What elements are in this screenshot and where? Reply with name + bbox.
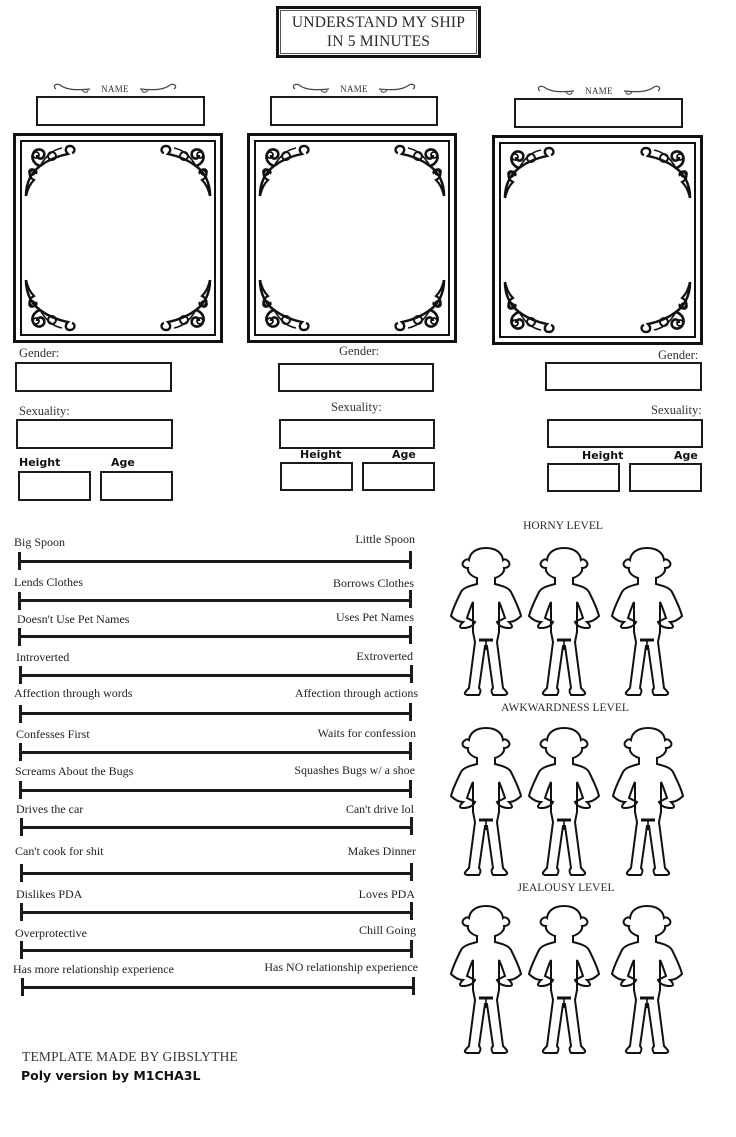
- ornament-corner-icon: [256, 276, 314, 334]
- sexuality-label: Sexuality:: [331, 400, 382, 414]
- ornament-corner-icon: [501, 144, 559, 202]
- sexuality-input[interactable]: [279, 419, 435, 449]
- person-outline-icon[interactable]: [609, 726, 687, 876]
- name-flourish-3: [534, 84, 664, 98]
- person-outline-icon[interactable]: [525, 726, 603, 876]
- name-input[interactable]: [36, 96, 205, 126]
- scale-right-label: Uses Pet Names: [336, 610, 414, 624]
- sexuality-input[interactable]: [16, 419, 173, 449]
- height-label: Height: [300, 448, 342, 461]
- name-flourish-1: [50, 82, 180, 96]
- ornament-corner-icon: [390, 276, 448, 334]
- ornament-corner-icon: [501, 278, 559, 336]
- age-input[interactable]: [362, 462, 435, 491]
- template-credit: TEMPLATE MADE BY GIBSLYTHE: [22, 1049, 238, 1064]
- gender-input[interactable]: [278, 363, 434, 392]
- person-outline-icon[interactable]: [608, 546, 686, 696]
- scale-left-label: Introverted: [16, 650, 70, 664]
- scale-right-label: Little Spoon: [355, 532, 415, 546]
- portrait-frame[interactable]: [492, 135, 703, 345]
- scale-right-label: Makes Dinner: [347, 844, 416, 858]
- person-outline-icon[interactable]: [447, 726, 525, 876]
- scale-left-label: Has more relationship experience: [13, 962, 174, 976]
- age-label: Age: [674, 449, 698, 462]
- scale-left-label: Can't cook for shit: [15, 844, 104, 858]
- sexuality-label: Sexuality:: [651, 403, 702, 417]
- name-label: NAME: [340, 84, 368, 94]
- level-title-horny: HORNY LEVEL: [523, 520, 603, 532]
- scale-right-label: Squashes Bugs w/ a shoe: [294, 763, 415, 777]
- name-label: NAME: [585, 86, 613, 96]
- gender-input[interactable]: [545, 362, 702, 391]
- ornament-corner-icon: [22, 142, 80, 200]
- sexuality-label: Sexuality:: [19, 404, 70, 418]
- ornament-corner-icon: [636, 144, 694, 202]
- scale-left-label: Overprotective: [15, 926, 87, 940]
- height-input[interactable]: [18, 471, 91, 501]
- gender-label: Gender:: [339, 344, 380, 358]
- scale-right-label: Borrows Clothes: [333, 576, 414, 590]
- scale-right-label: Extroverted: [356, 649, 413, 663]
- ornament-corner-icon: [256, 142, 314, 200]
- scale-right-label: Affection through actions: [294, 686, 418, 700]
- gender-label: Gender:: [19, 346, 60, 360]
- scale-right-label: Chill Going: [358, 923, 416, 937]
- scale-left-label: Doesn't Use Pet Names: [17, 612, 130, 626]
- sexuality-input[interactable]: [547, 419, 703, 448]
- level-title-jealousy: JEALOUSY LEVEL: [517, 882, 615, 894]
- scale-left-label: Affection through words: [14, 686, 133, 700]
- scale-left-label: Lends Clothes: [14, 575, 83, 589]
- scale-right-label: Can't drive lol: [345, 802, 414, 816]
- height-input[interactable]: [280, 462, 353, 491]
- scale-right-label: Waits for confession: [317, 726, 416, 740]
- ornament-corner-icon: [390, 142, 448, 200]
- portrait-frame[interactable]: [247, 133, 457, 343]
- name-input[interactable]: [514, 98, 683, 128]
- height-label: Height: [19, 456, 61, 469]
- age-label: Age: [392, 448, 416, 461]
- name-flourish-2: [289, 82, 419, 96]
- height-input[interactable]: [547, 463, 620, 492]
- age-label: Age: [111, 456, 135, 469]
- scale-right-label: Loves PDA: [358, 887, 415, 901]
- ornament-corner-icon: [636, 278, 694, 336]
- level-title-awkwardness: AWKWARDNESS LEVEL: [501, 702, 629, 714]
- age-input[interactable]: [629, 463, 702, 492]
- height-label: Height: [582, 449, 624, 462]
- name-label: NAME: [101, 84, 129, 94]
- ornament-corner-icon: [22, 276, 80, 334]
- person-outline-icon[interactable]: [525, 546, 603, 696]
- sheet-title: [276, 6, 481, 58]
- title-line-2: IN 5 MINUTES: [326, 33, 431, 50]
- ornament-corner-icon: [156, 142, 214, 200]
- gender-input[interactable]: [15, 362, 172, 392]
- scale-left-label: Drives the car: [16, 802, 84, 816]
- name-input[interactable]: [270, 96, 438, 126]
- scale-left-label: Screams About the Bugs: [15, 764, 134, 778]
- scale-left-label: Confesses First: [16, 727, 90, 741]
- person-outline-icon[interactable]: [525, 904, 603, 1054]
- scale-left-label: Dislikes PDA: [16, 887, 83, 901]
- ornament-corner-icon: [156, 276, 214, 334]
- age-input[interactable]: [100, 471, 173, 501]
- poly-credit: Poly version by M1CHA3L: [21, 1068, 201, 1083]
- person-outline-icon[interactable]: [447, 904, 525, 1054]
- scale-left-label: Big Spoon: [14, 535, 66, 549]
- gender-label: Gender:: [658, 348, 699, 362]
- portrait-frame[interactable]: [13, 133, 223, 343]
- title-line-1: UNDERSTAND MY SHIP: [291, 14, 466, 31]
- scale-right-label: Has NO relationship experience: [264, 960, 418, 974]
- person-outline-icon[interactable]: [447, 546, 525, 696]
- person-outline-icon[interactable]: [608, 904, 686, 1054]
